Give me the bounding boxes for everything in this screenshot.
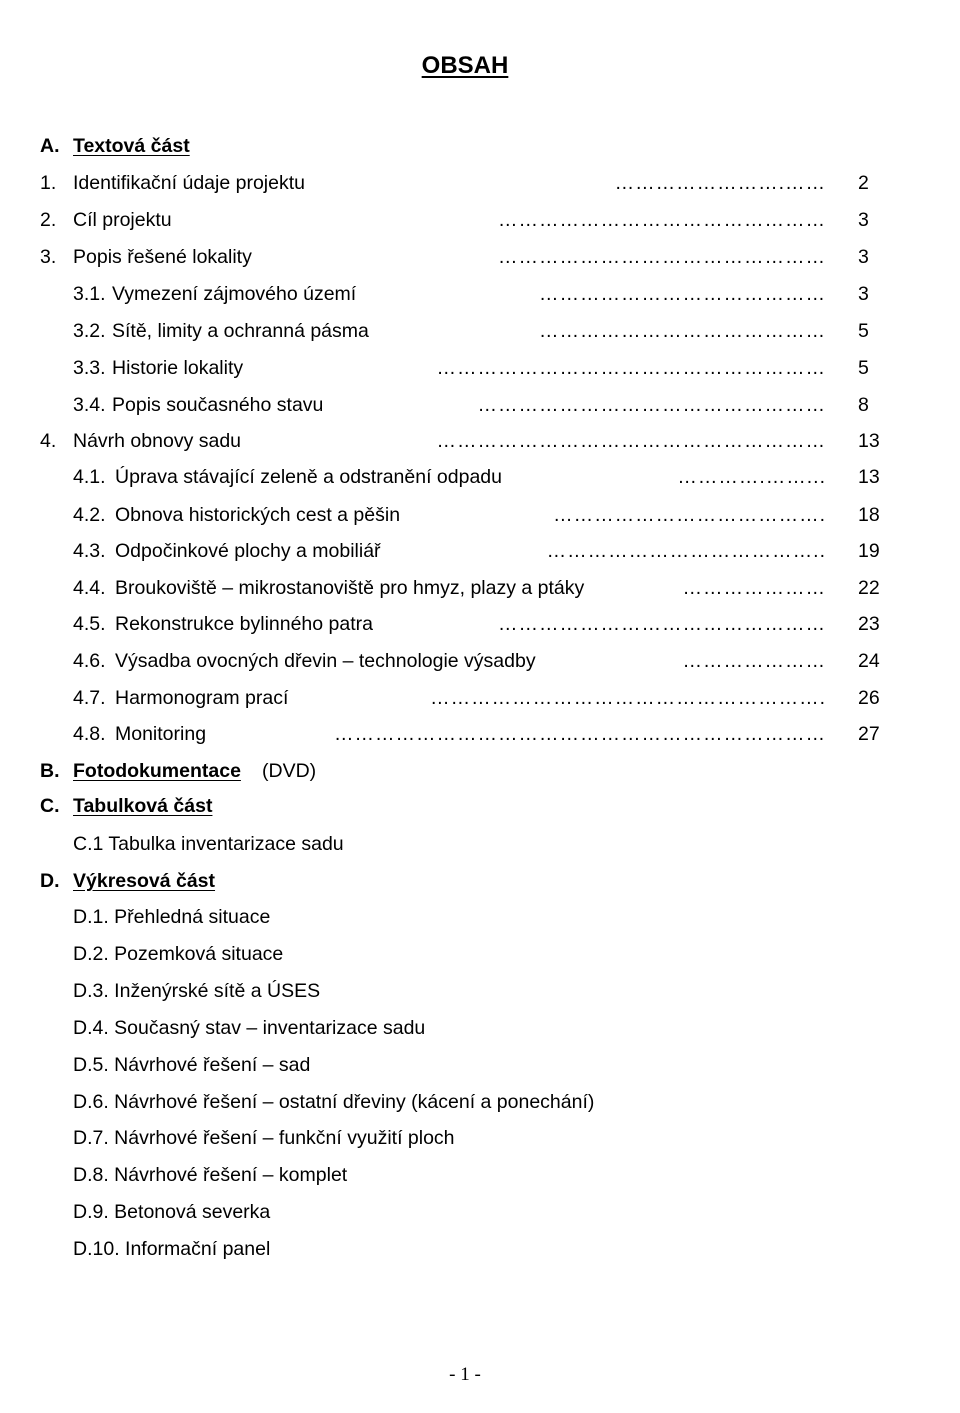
toc-entry-title: Broukoviště – mikrostanoviště pro hmyz, plazy a ptáky — [115, 577, 585, 599]
drawing-item: D.4. Současný stav – inventarizace sadu — [73, 1017, 426, 1039]
drawing-item: D.3. Inženýrské sítě a ÚSES — [73, 980, 321, 1002]
toc-entry-number: 3.4. — [73, 394, 106, 416]
toc-entry-leader: …………………………………. — [553, 504, 826, 526]
toc-entry — [0, 207, 930, 233]
drawing-item: D.6. Návrhové řešení – ostatní dřeviny (kácení a ponechání) — [73, 1091, 595, 1113]
toc-entry-page: 8 — [858, 394, 869, 416]
toc-entry — [0, 502, 930, 528]
toc-entry-number: 4.5. — [73, 613, 106, 635]
toc-entry-number: 4.6. — [73, 650, 106, 672]
toc-entry-number: 4.8. — [73, 723, 106, 745]
drawing-item: D.1. Přehledná situace — [73, 906, 271, 928]
toc-entry-number: 4. — [40, 430, 57, 452]
toc-entry-number: 3. — [40, 246, 57, 268]
toc-entry — [0, 244, 930, 270]
toc-entry — [0, 428, 930, 454]
toc-entry-leader: ………………………………….. — [546, 540, 826, 562]
toc-entry-leader: ………….……... — [677, 466, 826, 488]
toc-entry — [0, 575, 930, 601]
toc-entry-leader: …………………………………………………. — [430, 687, 826, 709]
toc-entry-page: 2 — [858, 172, 869, 194]
toc-entry-leader: ………………………………………… — [498, 246, 826, 268]
toc-entry — [0, 685, 930, 711]
toc-entry-leader: ………………… — [682, 650, 826, 672]
toc-entry-title: Popis současného stavu — [112, 394, 324, 416]
toc-entry-title: Odpočinkové plochy a mobiliář — [115, 540, 381, 562]
toc-entry-leader: …………………………………… — [539, 283, 826, 305]
toc-entry-leader: ………………………………………… — [498, 613, 826, 635]
toc-entry-page: 3 — [858, 283, 869, 305]
toc-entry — [0, 611, 930, 637]
toc-entry-page: 22 — [858, 577, 880, 599]
table-item: C.1 Tabulka inventarizace sadu — [73, 833, 344, 855]
section-letter: D. — [40, 870, 60, 892]
section-title — [73, 758, 241, 784]
section-letter: A. — [40, 135, 60, 157]
toc-entry — [0, 318, 930, 344]
toc-entry-title: Popis řešené lokality — [73, 246, 252, 268]
drawing-item: D.2. Pozemková situace — [73, 943, 284, 965]
section-title: Tabulková část — [73, 795, 213, 817]
toc-entry-page: 23 — [858, 613, 880, 635]
toc-entry-leader: ………………………………………… — [498, 209, 826, 231]
toc-entry-number: 4.1. — [73, 466, 106, 488]
toc-entry — [0, 538, 930, 564]
toc-entry-title: Rekonstrukce bylinného patra — [115, 613, 373, 635]
section-a-heading — [0, 133, 930, 159]
toc-entry-number: 3.3. — [73, 357, 106, 379]
toc-entry — [0, 648, 930, 674]
toc-entry-page: 19 — [858, 540, 880, 562]
toc-entry — [0, 170, 930, 196]
section-letter: B. — [40, 760, 60, 782]
section-title: Textová část — [73, 135, 190, 157]
page-number: - 1 - — [449, 1364, 481, 1385]
toc-entry-page: 27 — [858, 723, 880, 745]
toc-entry-page: 24 — [858, 650, 880, 672]
toc-entry-leader: ………………………………………………… — [436, 430, 826, 452]
toc-entry-number: 1. — [40, 172, 57, 194]
toc-entry — [0, 721, 930, 747]
toc-entry-page: 5 — [858, 357, 869, 379]
toc-entry — [0, 281, 930, 307]
toc-entry-number: 2. — [40, 209, 57, 231]
toc-entry-page: 13 — [858, 466, 880, 488]
section-title: Výkresová část — [73, 870, 216, 892]
section-suffix: (DVD) — [262, 760, 317, 782]
toc-entry-leader: ………………… — [682, 577, 826, 599]
toc-entry-title: Návrh obnovy sadu — [73, 430, 242, 452]
page-title: OBSAH — [421, 52, 509, 79]
toc-entry-page: 26 — [858, 687, 880, 709]
toc-entry-leader: ……………………………………………………………… — [334, 723, 826, 745]
drawing-item: D.10. Informační panel — [73, 1238, 271, 1260]
drawing-item: D.5. Návrhové řešení – sad — [73, 1054, 311, 1076]
toc-entry-title: Obnova historických cest a pěšin — [115, 504, 401, 526]
toc-entry-title: Harmonogram prací — [115, 687, 289, 709]
section-b-heading — [0, 758, 930, 784]
toc-entry-title: Historie lokality — [112, 357, 244, 379]
toc-entry — [0, 355, 930, 381]
toc-entry-leader: …………………………………… — [539, 320, 826, 342]
section-letter: C. — [40, 795, 60, 817]
toc-entry-number: 4.4. — [73, 577, 106, 599]
toc-entry-leader: …………………………………………… — [477, 394, 826, 416]
toc-entry-title: Monitoring — [115, 723, 207, 745]
toc-entry-leader: ………………………………………………… — [436, 357, 826, 379]
toc-entry-number: 3.1. — [73, 283, 106, 305]
toc-entry-page: 3 — [858, 209, 869, 231]
toc-entry-title: Sítě, limity a ochranná pásma — [112, 320, 369, 342]
toc-entry-page: 13 — [858, 430, 880, 452]
toc-entry-page: 3 — [858, 246, 869, 268]
toc-entry-number: 4.3. — [73, 540, 106, 562]
drawing-item: D.9. Betonová severka — [73, 1201, 271, 1223]
toc-entry-number: 4.2. — [73, 504, 106, 526]
section-c-heading — [0, 793, 930, 819]
toc-entry — [0, 392, 930, 418]
toc-entry-leader: …………………….…… — [614, 172, 826, 194]
toc-entry-title: Úprava stávající zeleně a odstranění odpadu — [115, 466, 503, 488]
toc-entry-number: 3.2. — [73, 320, 106, 342]
toc-entry-title: Cíl projektu — [73, 209, 172, 231]
toc-entry-page: 18 — [858, 504, 880, 526]
toc-entry-title: Výsadba ovocných dřevin – technologie výsadby — [115, 650, 536, 672]
drawing-item: D.8. Návrhové řešení – komplet — [73, 1164, 348, 1186]
section-title-text: Fotodokumentace — [73, 760, 241, 782]
toc-entry — [0, 464, 930, 490]
toc-entry-page: 5 — [858, 320, 869, 342]
drawing-item: D.7. Návrhové řešení – funkční využití ploch — [73, 1127, 455, 1149]
toc-entry-title: Identifikační údaje projektu — [73, 172, 305, 194]
toc-entry-number: 4.7. — [73, 687, 106, 709]
section-d-heading — [0, 868, 930, 894]
toc-entry-title: Vymezení zájmového území — [112, 283, 357, 305]
